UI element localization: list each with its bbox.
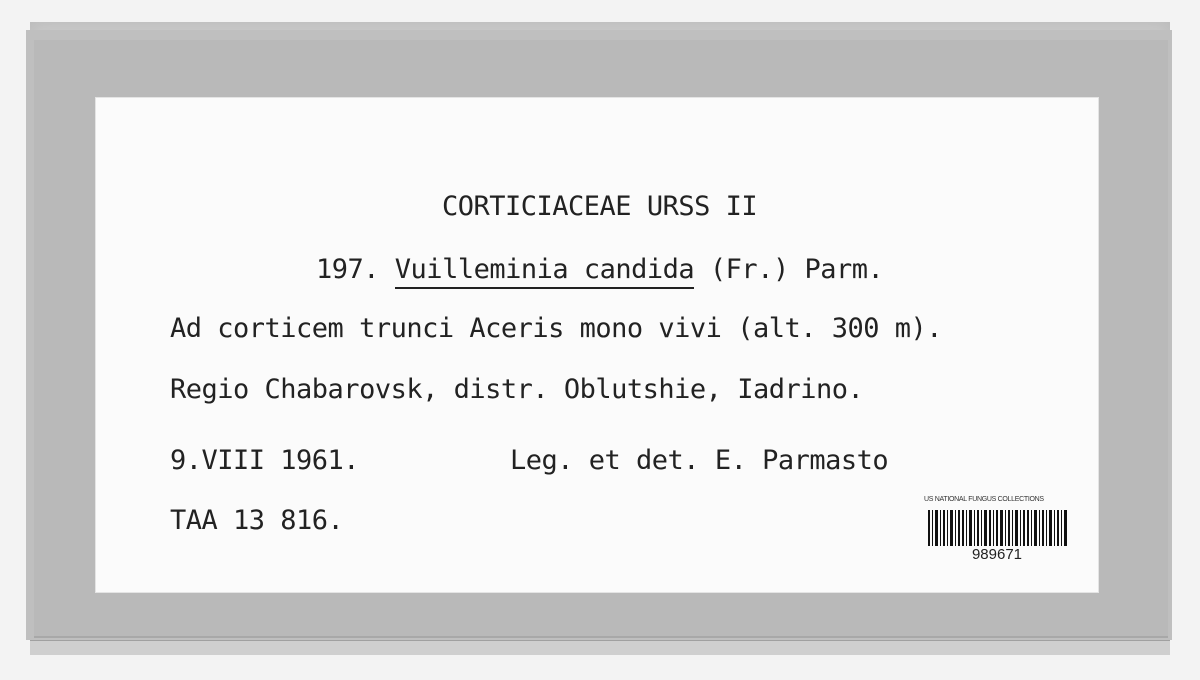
species-authority: (Fr.) Parm.	[709, 254, 884, 285]
barcode-sticker	[922, 496, 1072, 570]
barcode-bars	[928, 510, 1068, 546]
collection-date: 9.VIII 1961.	[170, 445, 360, 476]
label-title: CORTICIACEAE URSS II	[442, 191, 758, 222]
accession-number: TAA 13 816.	[170, 505, 344, 536]
collector-text: Leg. et det. E. Parmasto	[510, 445, 889, 476]
species-line	[316, 254, 883, 285]
barcode-number: 989671	[971, 546, 1023, 563]
species-number: 197.	[316, 254, 380, 285]
specimen-label	[96, 98, 1098, 592]
substrate-text: Ad corticem trunci Aceris mono vivi (alt. 300 m).	[170, 313, 943, 344]
locality-text: Regio Chabarovsk, distr. Oblutshie, Iadrino.	[170, 374, 864, 405]
species-name: Vuilleminia candida	[395, 254, 694, 289]
folder-bottom-edge	[30, 640, 1170, 655]
barcode-header: US NATIONAL FUNGUS COLLECTIONS	[924, 496, 1044, 503]
